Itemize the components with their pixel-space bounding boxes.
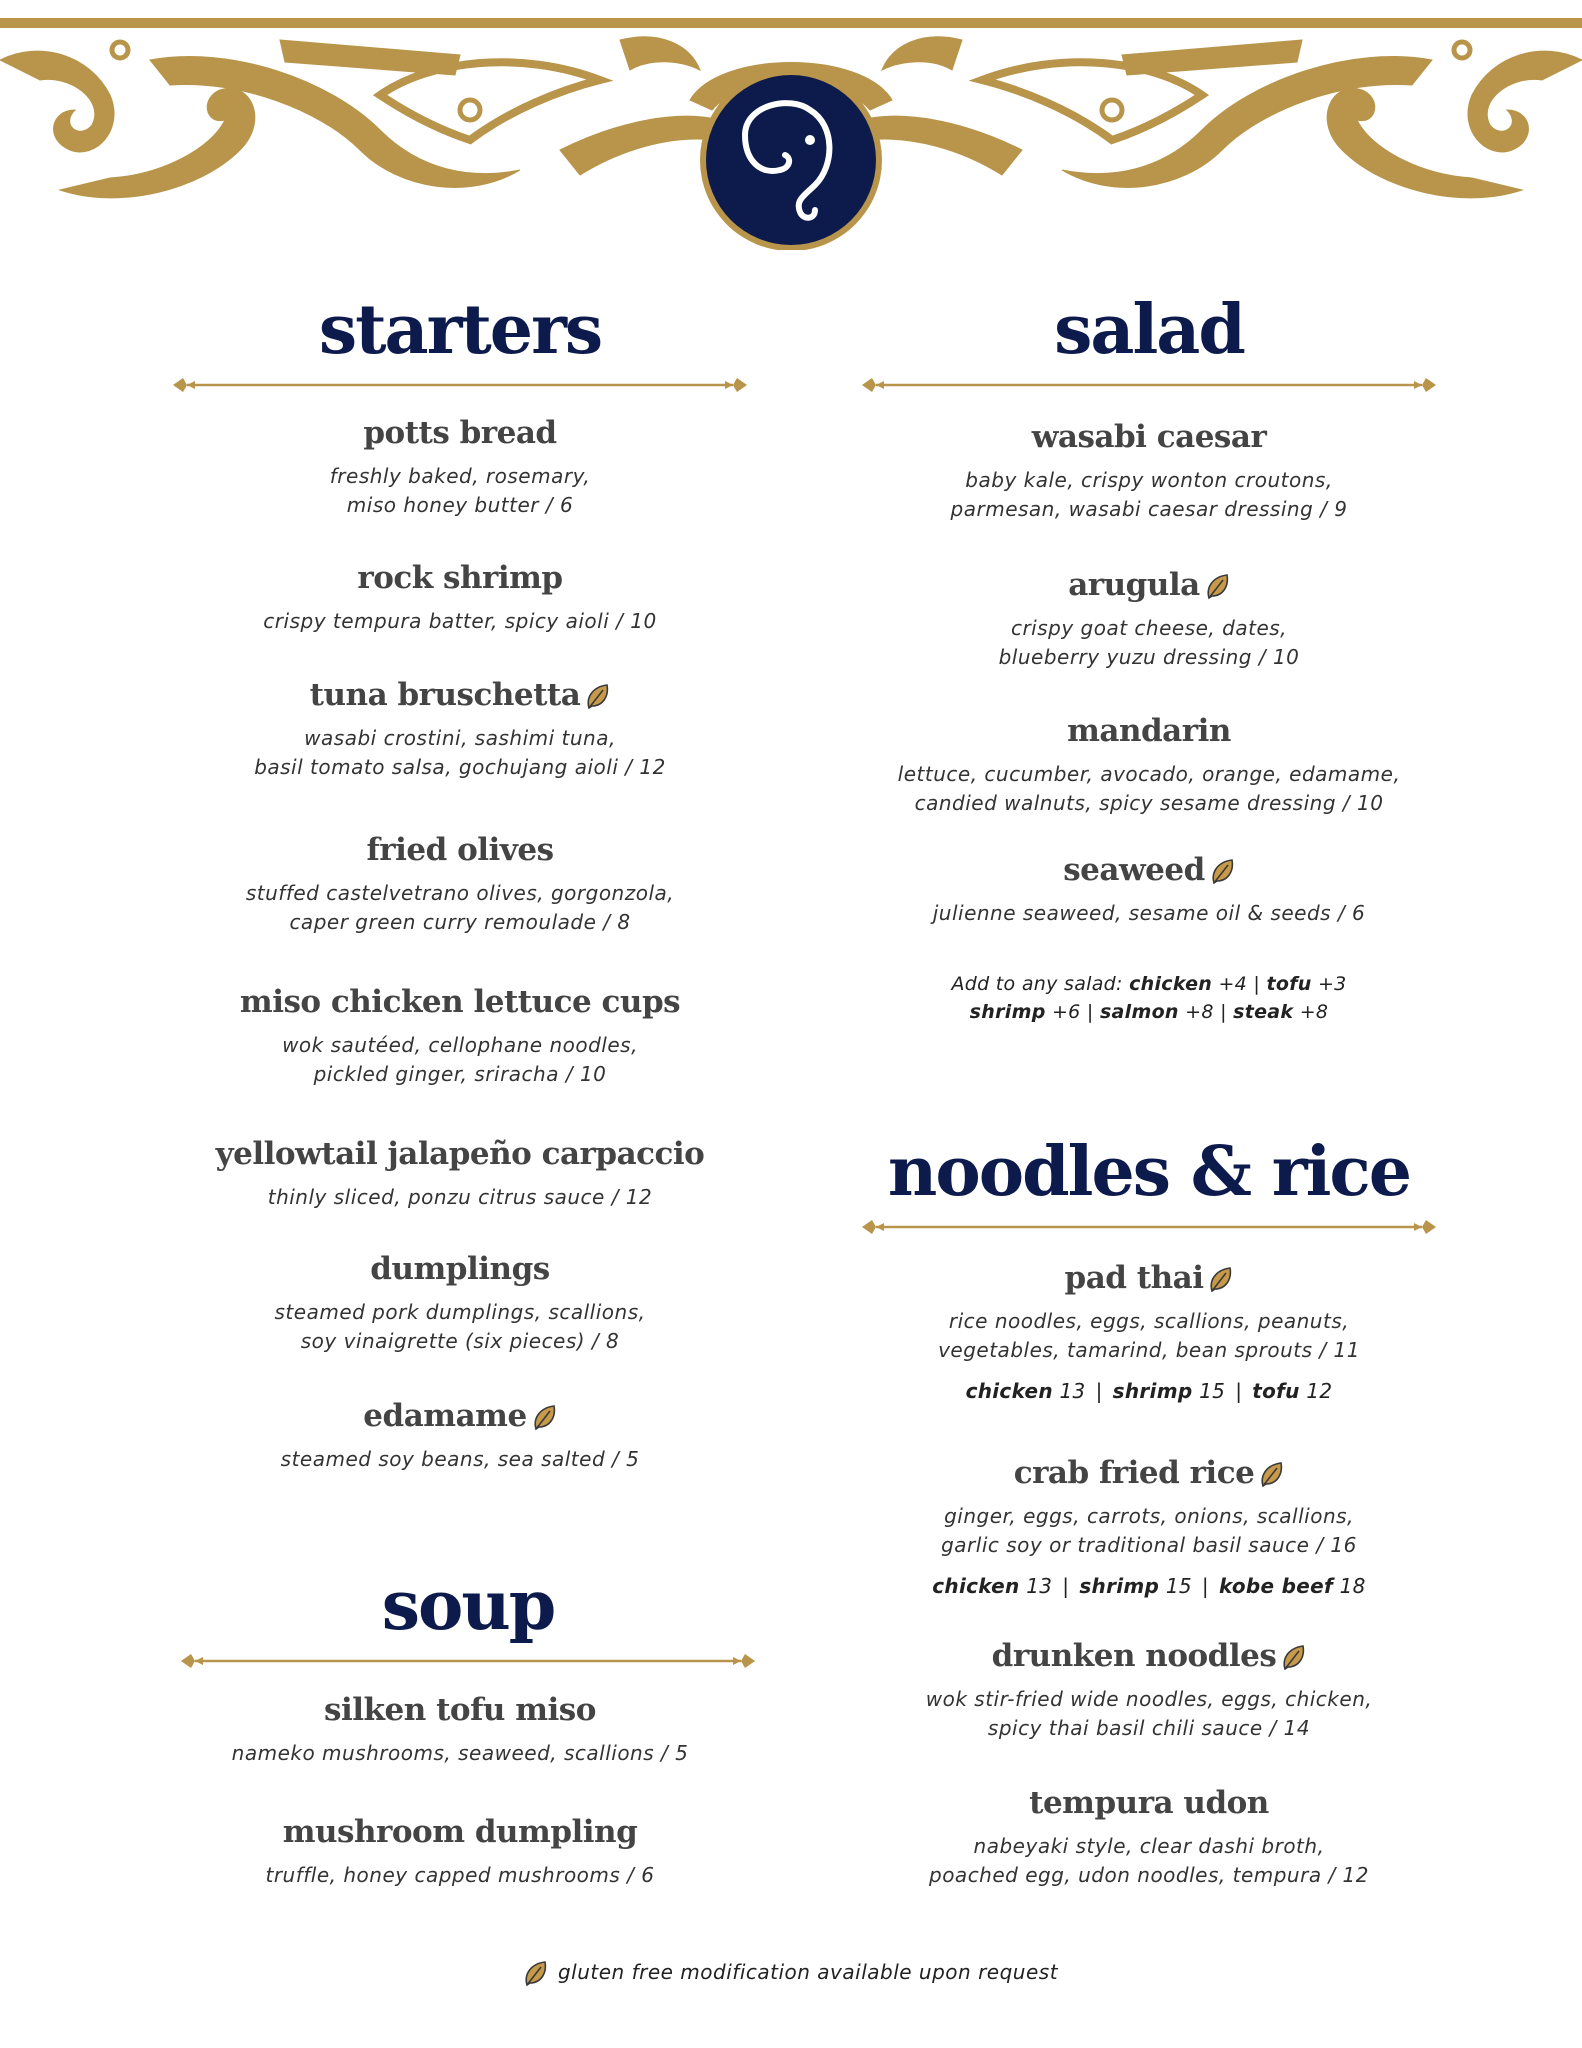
section-title-soup: soup xyxy=(381,1566,555,1646)
leaf-icon xyxy=(524,1961,548,1987)
footer-note-text: gluten free modification available upon request xyxy=(557,1960,1059,1984)
item-description: wok stir-fried wide noodles, eggs, chicken, spicy thai basil chili sauce / 14 xyxy=(925,1687,1373,1740)
menu-item-yellowtail-carpaccio xyxy=(173,1134,747,1212)
menu-item-pad-thai xyxy=(862,1258,1436,1405)
item-description: baby kale, crispy wonton croutons, parmesan, wasabi caesar dressing / 9 xyxy=(950,468,1348,521)
item-name: yellowtail jalapeño carpaccio xyxy=(215,1136,705,1172)
item-description: julienne seaweed, sesame oil & seeds / 6 xyxy=(932,901,1366,925)
menu-item-drunken-noodles xyxy=(862,1636,1436,1743)
item-description: freshly baked, rosemary, miso honey butter / 6 xyxy=(329,464,591,517)
item-name: rock shrimp xyxy=(357,560,563,596)
menu-item-potts-bread xyxy=(173,413,747,520)
item-description: lettuce, cucumber, avocado, orange, edamame, candied walnuts, spicy sesame dressing / 10 xyxy=(897,762,1401,815)
item-name: pad thai xyxy=(862,1258,1436,1298)
item-name: tuna bruschetta xyxy=(173,675,747,715)
section-title-salad: salad xyxy=(1054,290,1244,370)
menu-item-edamame xyxy=(173,1396,747,1474)
item-name: edamame xyxy=(173,1396,747,1436)
leaf-icon xyxy=(533,1405,557,1431)
section-divider xyxy=(173,374,747,396)
item-name: mandarin xyxy=(1067,713,1231,749)
item-name: wasabi caesar xyxy=(1031,419,1267,455)
item-name: tempura udon xyxy=(1029,1785,1269,1821)
menu-item-tempura-udon xyxy=(862,1783,1436,1890)
menu-item-crab-fried-rice xyxy=(862,1453,1436,1600)
soup-header xyxy=(181,1566,755,1672)
starters-header xyxy=(173,290,747,396)
menu-item-seaweed xyxy=(862,850,1436,928)
noodles-header xyxy=(862,1132,1436,1238)
left-column xyxy=(173,0,747,2048)
item-name: fried olives xyxy=(366,832,554,868)
leaf-icon xyxy=(1260,1462,1284,1488)
section-title-noodles: noodles & rice xyxy=(887,1132,1411,1212)
footer-note xyxy=(0,1960,1582,1987)
item-name: silken tofu miso xyxy=(324,1692,596,1728)
menu-item-miso-chicken-lettuce-cups xyxy=(173,982,747,1089)
item-name: drunken noodles xyxy=(862,1636,1436,1676)
item-name: arugula xyxy=(862,565,1436,605)
item-name: crab fried rice xyxy=(862,1453,1436,1493)
item-description: steamed pork dumplings, scallions, soy vinaigrette (six pieces) / 8 xyxy=(274,1300,646,1353)
salad-header xyxy=(862,290,1436,396)
section-divider xyxy=(862,1216,1436,1238)
item-description: ginger, eggs, carrots, onions, scallions, garlic soy or traditional basil sauce / 16 xyxy=(941,1504,1357,1557)
menu-item-rock-shrimp xyxy=(173,558,747,636)
protein-options: chicken 13 | shrimp 15 | tofu 12 xyxy=(965,1379,1333,1403)
section-title-starters: starters xyxy=(318,290,602,370)
salad-addons xyxy=(862,970,1436,1026)
item-description: truffle, honey capped mushrooms / 6 xyxy=(265,1863,655,1887)
item-description: thinly sliced, ponzu citrus sauce / 12 xyxy=(267,1185,653,1209)
addon-line-1: Add to any salad: chicken +4 | tofu +3 xyxy=(951,973,1347,995)
menu-item-arugula xyxy=(862,565,1436,672)
section-divider xyxy=(862,374,1436,396)
item-name: potts bread xyxy=(363,415,557,451)
menu-item-fried-olives xyxy=(173,830,747,937)
addon-line-2: shrimp +6 | salmon +8 | steak +8 xyxy=(969,1001,1329,1023)
menu-item-mushroom-dumpling xyxy=(173,1812,747,1890)
menu-item-dumplings xyxy=(173,1249,747,1356)
item-description: crispy tempura batter, spicy aioli / 10 xyxy=(263,609,657,633)
item-description: nabeyaki style, clear dashi broth, poached egg, udon noodles, tempura / 12 xyxy=(929,1834,1369,1887)
menu-item-tuna-bruschetta xyxy=(173,675,747,782)
menu-item-wasabi-caesar xyxy=(862,417,1436,524)
leaf-icon xyxy=(1282,1645,1306,1671)
item-description: wasabi crostini, sashimi tuna, basil tomato salsa, gochujang aioli / 12 xyxy=(254,726,666,779)
leaf-icon xyxy=(1211,859,1235,885)
leaf-icon xyxy=(586,684,610,710)
leaf-icon xyxy=(1206,574,1230,600)
item-description: wok sautéed, cellophane noodles, pickled ginger, sriracha / 10 xyxy=(282,1033,638,1086)
menu-item-silken-tofu-miso xyxy=(173,1690,747,1768)
section-divider xyxy=(181,1650,755,1672)
item-name: mushroom dumpling xyxy=(282,1814,638,1850)
right-column xyxy=(862,0,1436,2048)
item-name: miso chicken lettuce cups xyxy=(239,984,681,1020)
item-description: crispy goat cheese, dates, blueberry yuzu dressing / 10 xyxy=(998,616,1300,669)
menu-item-mandarin xyxy=(862,711,1436,818)
item-description: rice noodles, eggs, scallions, peanuts, vegetables, tamarind, bean sprouts / 11 xyxy=(938,1309,1360,1362)
item-name: seaweed xyxy=(862,850,1436,890)
item-description: stuffed castelvetrano olives, gorgonzola, caper green curry remoulade / 8 xyxy=(245,881,675,934)
protein-options: chicken 13 | shrimp 15 | kobe beef 18 xyxy=(932,1574,1366,1598)
item-description: steamed soy beans, sea salted / 5 xyxy=(280,1447,640,1471)
leaf-icon xyxy=(1209,1267,1233,1293)
item-description: nameko mushrooms, seaweed, scallions / 5 xyxy=(231,1741,689,1765)
item-name: dumplings xyxy=(370,1251,550,1287)
